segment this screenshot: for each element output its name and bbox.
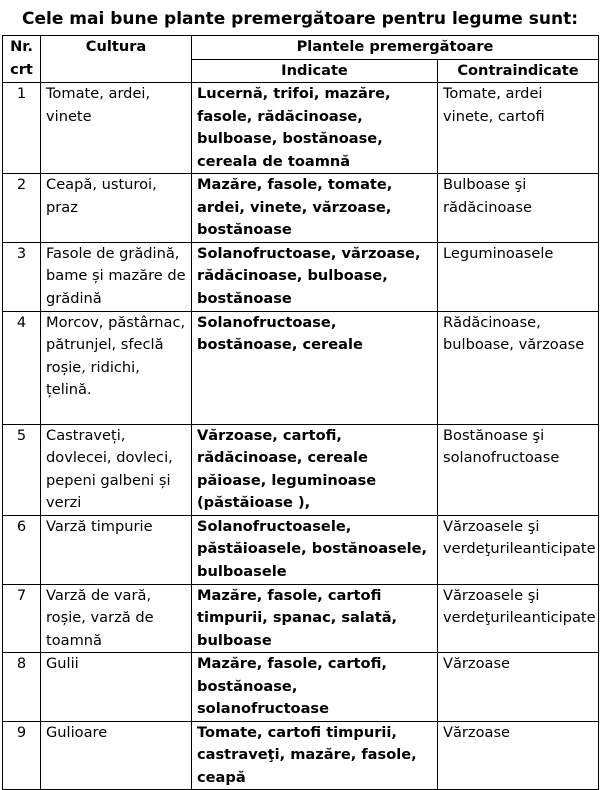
cell-cultura: Varză timpurie <box>41 515 192 584</box>
crop-rotation-table <box>2 35 599 790</box>
table-row <box>3 242 599 311</box>
cell-nr: 3 <box>3 242 41 311</box>
header-cultura: Cultura <box>41 36 192 83</box>
cell-nr: 5 <box>3 424 41 515</box>
table-row <box>3 721 599 790</box>
cell-contraindicate: Leguminoasele <box>438 242 599 311</box>
table-row <box>3 311 599 424</box>
cell-contraindicate: Vărzoase <box>438 653 599 722</box>
cell-nr: 8 <box>3 653 41 722</box>
header-premergatoare: Plantele premergătoare <box>192 36 599 60</box>
cell-contraindicate: Vărzoase <box>438 721 599 790</box>
cell-nr: 7 <box>3 584 41 653</box>
header-nr: Nr. crt <box>3 36 41 83</box>
page-title: Cele mai bune plante premergătoare pentru legume sunt: <box>21 9 578 29</box>
cell-cultura: Varză de vară, roșie, varză de toamnă <box>41 584 192 653</box>
cell-cultura: Castraveți, dovlecei, dovleci, pepeni galbeni și verzi <box>41 424 192 515</box>
cell-contraindicate: Vărzoasele şi verdeţurileanticipate <box>438 584 599 653</box>
cell-nr: 2 <box>3 174 41 243</box>
cell-nr: 4 <box>3 311 41 424</box>
cell-cultura: Gulii <box>41 653 192 722</box>
cell-indicate: Mazăre, fasole, cartofi timpurii, spanac, salată, bulboase <box>192 584 438 653</box>
cell-indicate: Tomate, cartofi timpurii, castraveţi, mazăre, fasole, ceapă <box>192 721 438 790</box>
cell-indicate: Solanofructoase, bostănoase, cereale <box>192 311 438 424</box>
cell-contraindicate: Vărzoasele şi verdeţurileanticipate <box>438 515 599 584</box>
header-contraindicate: Contraindicate <box>438 59 599 83</box>
table-body <box>3 83 599 790</box>
cell-cultura: Gulioare <box>41 721 192 790</box>
table-row <box>3 584 599 653</box>
table-row <box>3 174 599 243</box>
cell-nr: 1 <box>3 83 41 174</box>
header-indicate: Indicate <box>192 59 438 83</box>
cell-indicate: Mazăre, fasole, cartofi, bostănoase, solanofructoase <box>192 653 438 722</box>
table-row <box>3 83 599 174</box>
cell-indicate: Lucernă, trifoi, mazăre, fasole, rădăcinoase, bulboase, bostănoase, cereala de toamnă <box>192 83 438 174</box>
cell-cultura: Ceapă, usturoi, praz <box>41 174 192 243</box>
cell-contraindicate: Tomate, ardei vinete, cartofi <box>438 83 599 174</box>
table-row <box>3 424 599 515</box>
table-row <box>3 515 599 584</box>
cell-cultura: Tomate, ardei, vinete <box>41 83 192 174</box>
cell-indicate: Mazăre, fasole, tomate, ardei, vinete, vărzoase, bostănoase <box>192 174 438 243</box>
cell-contraindicate: Rădăcinoase, bulboase, vărzoase <box>438 311 599 424</box>
cell-cultura: Fasole de grădină, bame și mazăre de grădină <box>41 242 192 311</box>
cell-nr: 6 <box>3 515 41 584</box>
table-row <box>3 653 599 722</box>
cell-indicate: Vărzoase, cartofi, rădăcinoase, cereale păioase, leguminoase (păstăioase ), <box>192 424 438 515</box>
cell-nr: 9 <box>3 721 41 790</box>
cell-indicate: Solanofructoasele, păstăioasele, bostănoasele, bulboasele <box>192 515 438 584</box>
cell-contraindicate: Bulboase şi rădăcinoase <box>438 174 599 243</box>
cell-indicate: Solanofructoase, vărzoase, rădăcinoase, bulboase, bostănoase <box>192 242 438 311</box>
cell-contraindicate: Bostănoase şi solanofructoase <box>438 424 599 515</box>
table-header <box>3 36 599 83</box>
cell-cultura: Morcov, păstârnac, pătrunjel, sfeclă roșie, ridichi, țelină. <box>41 311 192 424</box>
